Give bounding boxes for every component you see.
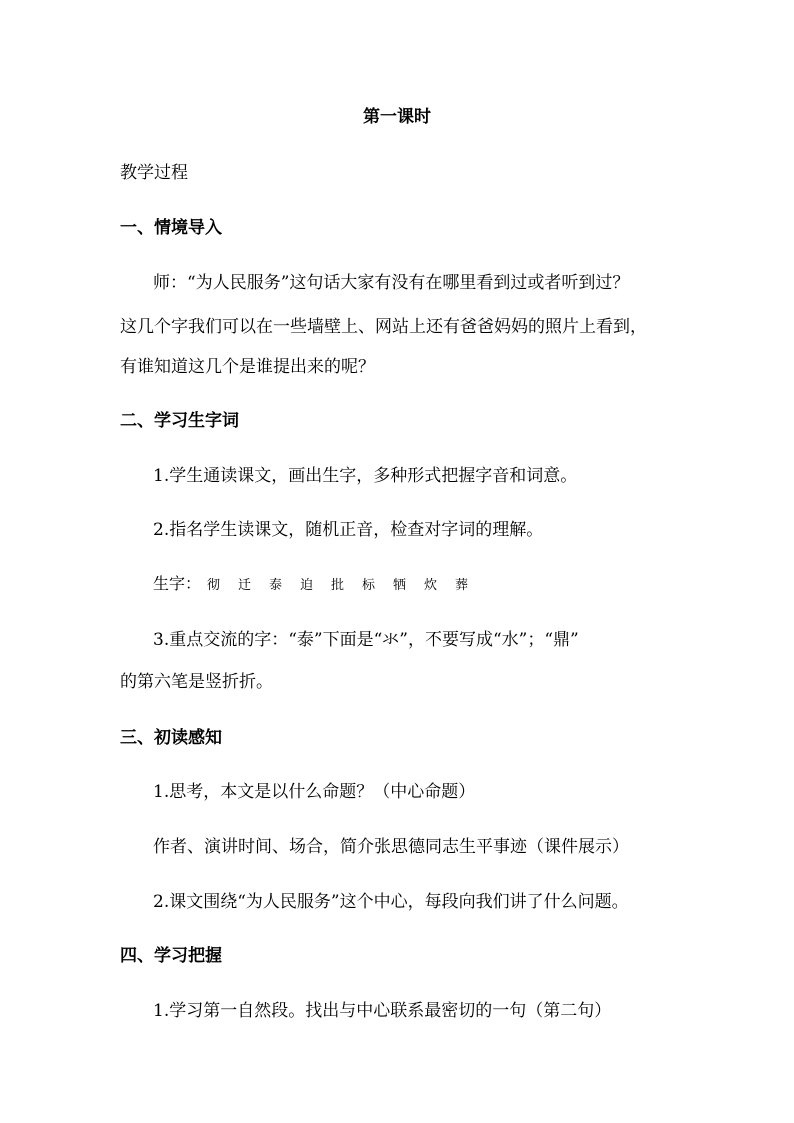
new-character: 迫 <box>300 578 314 593</box>
new-character: 牺 <box>393 578 407 593</box>
list-item-continuation: 的第六笔是竖折折。 <box>120 672 273 692</box>
new-character: 彻 <box>207 578 221 593</box>
paragraph-line: 这几个字我们可以在一些墙壁上、网站上还有爸爸妈妈的照片上看到， <box>120 317 647 337</box>
new-character: 标 <box>362 578 376 593</box>
new-character: 批 <box>331 578 345 593</box>
new-character: 迁 <box>238 578 252 593</box>
list-item: 2.指名学生读课文，随机正音，检查对字词的理解。 <box>153 520 544 540</box>
paragraph-line: 师：“为人民服务”这句话大家有没有在哪里看到过或者听到过？ <box>153 273 630 293</box>
heading-learn-new-words: 二、学习生字词 <box>120 411 239 431</box>
heading-grasp: 四、学习把握 <box>120 946 222 966</box>
list-item: 3.重点交流的字：“泰”下面是“氺”，不要写成“水”；“鼎” <box>153 630 579 650</box>
new-characters-label: 生字： <box>153 574 202 593</box>
new-character: 泰 <box>269 578 283 593</box>
list-item: 2.课文围绕“为人民服务”这个中心，每段向我们讲了什么问题。 <box>153 892 629 912</box>
section-label: 教学过程 <box>120 163 188 183</box>
list-item: 1.学生通读课文，画出生字，多种形式把握字音和词意。 <box>153 466 578 486</box>
new-character: 葬 <box>455 578 469 593</box>
paragraph-line: 有谁知道这几个是谁提出来的呢？ <box>120 357 375 377</box>
note-line: 作者、演讲时间、场合，简介张思德同志生平事迹（课件展示） <box>153 837 629 857</box>
new-characters-row <box>153 573 486 597</box>
list-item: 1.思考，本文是以什么命题？（中心命题） <box>153 782 476 802</box>
heading-situation-intro: 一、情境导入 <box>120 218 222 238</box>
page-title: 第一课时 <box>363 107 431 127</box>
list-item: 1.学习第一自然段。找出与中心联系最密切的一句（第二句） <box>153 1001 612 1021</box>
heading-first-reading: 三、初读感知 <box>120 728 222 748</box>
new-character: 炊 <box>424 578 438 593</box>
